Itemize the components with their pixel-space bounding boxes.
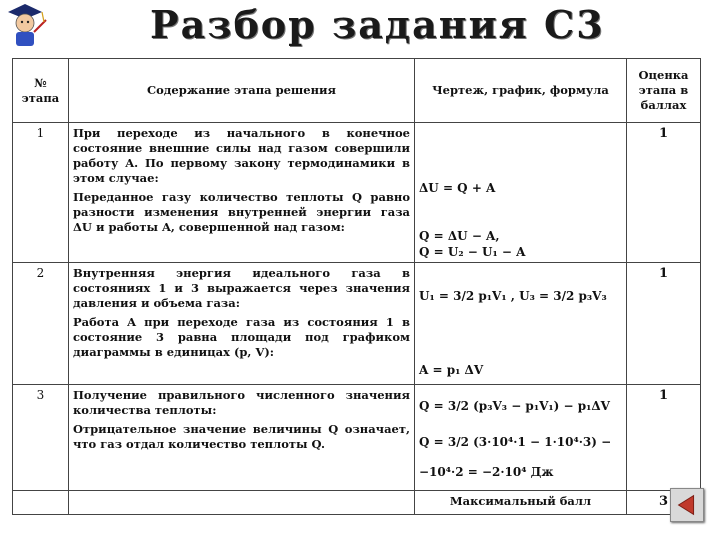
row-1-formulas xyxy=(415,123,627,263)
row-1-formula-2: Q = ΔU − A, xyxy=(419,229,500,243)
row-1-formula-1: ΔU = Q + A xyxy=(419,181,496,195)
row-1-text-1: При переходе из начального в конечное состояние внешние силы над газом совершили работу A. По первому закону термодинамики в этом случае: xyxy=(73,126,410,185)
max-score-value: 3 xyxy=(627,491,701,515)
row-3-formula-1: Q = 3/2 (p₃V₃ − p₁V₁) − p₁ΔV xyxy=(419,399,610,413)
row-2-formula-1: U₁ = 3/2 p₁V₁ , U₃ = 3/2 p₃V₃ xyxy=(419,289,607,303)
max-score-label: Максимальный балл xyxy=(415,491,627,515)
back-button[interactable] xyxy=(670,488,704,522)
table-footer-row xyxy=(13,491,701,515)
row-2-formula-2: A = p₁ ΔV xyxy=(419,363,484,377)
back-arrow-icon xyxy=(671,489,703,521)
row-2-text-1: Внутренняя энергия идеального газа в состояниях 1 и 3 выражается через значения давления и объема газа: xyxy=(73,266,410,310)
teacher-mascot-icon xyxy=(2,2,48,48)
header-content: Содержание этапа решения xyxy=(69,59,415,123)
row-1-content xyxy=(69,123,415,263)
header-score: Оценка этапа в баллах xyxy=(627,59,701,123)
row-1-num: 1 xyxy=(13,123,69,263)
row-3-score: 1 xyxy=(627,385,701,491)
row-3-content xyxy=(69,385,415,491)
row-3-formula-3: −10⁴·2 = −2·10⁴ Дж xyxy=(419,465,554,479)
row-2-formulas xyxy=(415,263,627,385)
footer-empty-1 xyxy=(13,491,69,515)
row-2-score: 1 xyxy=(627,263,701,385)
row-2-content xyxy=(69,263,415,385)
page-title: Разбор задания С3 xyxy=(150,2,605,47)
table-row xyxy=(13,263,701,385)
table-row xyxy=(13,385,701,491)
row-3-formula-2: Q = 3/2 (3·10⁴·1 − 1·10⁴·3) − xyxy=(419,435,612,449)
row-1-formula-3: Q = U₂ − U₁ − A xyxy=(419,245,526,259)
row-3-text-1: Получение правильного численного значения количества теплоты: xyxy=(73,388,410,417)
row-3-text-2: Отрицательное значение величины Q означает, что газ отдал количество теплоты Q. xyxy=(73,422,410,451)
solution-table xyxy=(12,58,701,515)
footer-empty-2 xyxy=(69,491,415,515)
row-2-text-2: Работа A при переходе газа из состояния 1 в состояние 3 равна площади под графиком диаграммы в единицах (p, V): xyxy=(73,315,410,359)
table-row xyxy=(13,123,701,263)
table-header-row xyxy=(13,59,701,123)
header-num: № этапа xyxy=(13,59,69,123)
row-3-num: 3 xyxy=(13,385,69,491)
header-drawing: Чертеж, график, формула xyxy=(415,59,627,123)
row-1-text-2: Переданное газу количество теплоты Q равно разности изменения внутренней энергии газа ΔU и работы A, совершенной над газом: xyxy=(73,190,410,234)
row-3-formulas xyxy=(415,385,627,491)
row-1-score: 1 xyxy=(627,123,701,263)
row-2-num: 2 xyxy=(13,263,69,385)
